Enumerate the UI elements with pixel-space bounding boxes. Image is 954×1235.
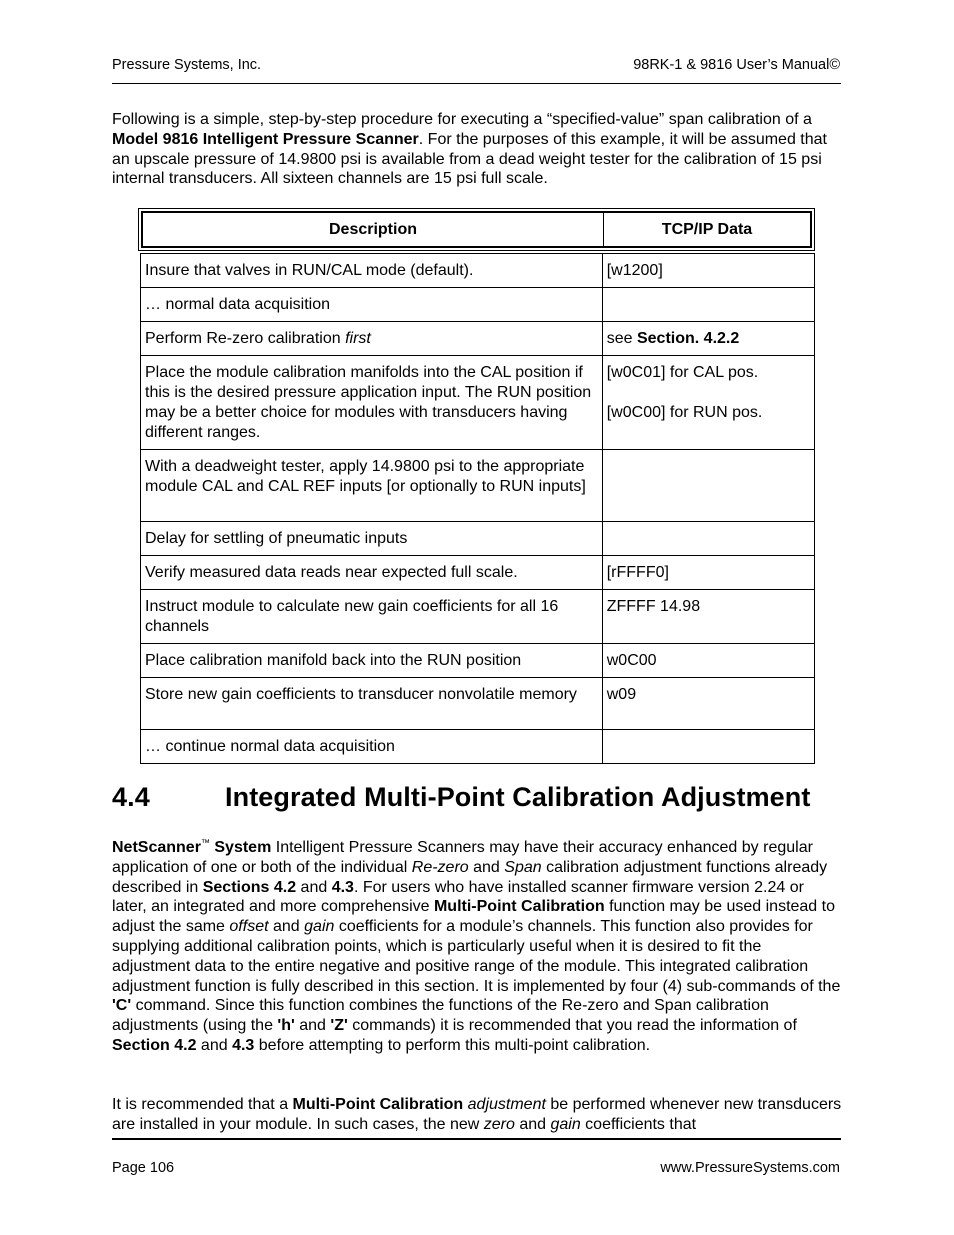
table-header	[138, 208, 815, 251]
column-header-tcp-ip: TCP/IP Data	[661, 220, 753, 238]
section-title: Integrated Multi-Point Calibration Adjustment	[225, 782, 811, 812]
step-data: ZFFFF 14.98	[602, 590, 814, 644]
step-data	[602, 730, 814, 764]
footer-url: www.PressureSystems.com	[660, 1160, 840, 1176]
step-description: Insure that valves in RUN/CAL mode (default).	[141, 254, 603, 288]
table-row	[141, 590, 815, 644]
calibration-steps-table	[138, 208, 816, 764]
step-data: [rFFFF0]	[602, 556, 814, 590]
footer-page-number: Page 106	[112, 1160, 175, 1176]
table-row	[141, 322, 815, 356]
column-header-description: Description	[143, 213, 604, 246]
step-description: With a deadweight tester, apply 14.9800 psi to the appropriate module CAL and CAL REF inputs [or optionally to RUN inputs]	[141, 450, 603, 522]
step-data	[602, 288, 814, 322]
body-paragraph: NetScanner™ System Intelligent Pressure Scanners may have their accuracy enhanced by regular application of one or both of the individual Re-zero and Span calibration adjustment functions already described in Sections 4.2 and 4.3. For users who have installed scanner firmware version 2.24 or later, an integrated and more comprehensive Multi-Point Calibration function may be used instead to adjust the same offset and gain coefficients for a module’s channels. This function also provides for supplying additional calibration points, which is particularly useful when it is desired to fit the adjustment data to the entire negative and positive range of the module. This integrated calibration adjustment function is fully described in this section. It is implemented by four (4) sub-commands of the 'C' command. Since this function combines the functions of the Re-zero and Span calibration adjustments (using the 'h' and 'Z' commands) it is recommended that you read the information of Section 4.2 and 4.3 before attempting to perform this multi-point calibration.	[112, 837, 841, 1054]
step-data: see Section. 4.2.2	[602, 322, 814, 356]
table-row	[141, 450, 815, 522]
table-row	[141, 356, 815, 450]
table-row	[141, 288, 815, 322]
step-description: Place the module calibration manifolds into the CAL position if this is the desired pressure application input. The RUN position may be a better choice for modules with transducers having different ranges.	[141, 356, 603, 450]
table-row	[141, 254, 815, 288]
table-row	[141, 644, 815, 678]
table-row	[141, 522, 815, 556]
step-data: w09	[602, 678, 814, 730]
step-description: Instruct module to calculate new gain coefficients for all 16 channels	[141, 590, 603, 644]
header-company: Pressure Systems, Inc.	[112, 57, 262, 73]
header-manual-title: 98RK-1 & 9816 User’s Manual©	[633, 57, 840, 73]
step-data: [w0C01] for CAL pos. [w0C00] for RUN pos.	[602, 356, 814, 450]
table-row	[141, 556, 815, 590]
section-heading	[112, 782, 811, 813]
step-description: Store new gain coefficients to transducer nonvolatile memory	[141, 678, 603, 730]
step-description: Delay for settling of pneumatic inputs	[141, 522, 603, 556]
footer-rule	[112, 1138, 841, 1140]
section-number: 4.4	[112, 782, 150, 812]
step-description: … normal data acquisition	[141, 288, 603, 322]
step-data: [w1200]	[602, 254, 814, 288]
step-description: Perform Re-zero calibration first	[141, 322, 603, 356]
step-data	[602, 450, 814, 522]
step-description: Verify measured data reads near expected full scale.	[141, 556, 603, 590]
step-data: w0C00	[602, 644, 814, 678]
step-description: Place calibration manifold back into the RUN position	[141, 644, 603, 678]
intro-paragraph: Following is a simple, step-by-step procedure for executing a “specified-value” span calibration of a Model 9816 Intelligent Pressure Scanner. For the purposes of this example, it will be assumed that an upscale pressure of 14.9800 psi is available from a dead weight tester for the calibration of 15 psi internal transducers. All sixteen channels are 15 psi full scale.	[112, 111, 827, 188]
step-description: … continue normal data acquisition	[141, 730, 603, 764]
table-row	[141, 730, 815, 764]
step-data	[602, 522, 814, 556]
header-rule	[112, 83, 841, 84]
table-row	[141, 678, 815, 730]
body-paragraph-2: It is recommended that a Multi-Point Calibration adjustment be performed whenever new transducers are installed in your module. In such cases, the new zero and gain coefficients that	[112, 1096, 842, 1133]
